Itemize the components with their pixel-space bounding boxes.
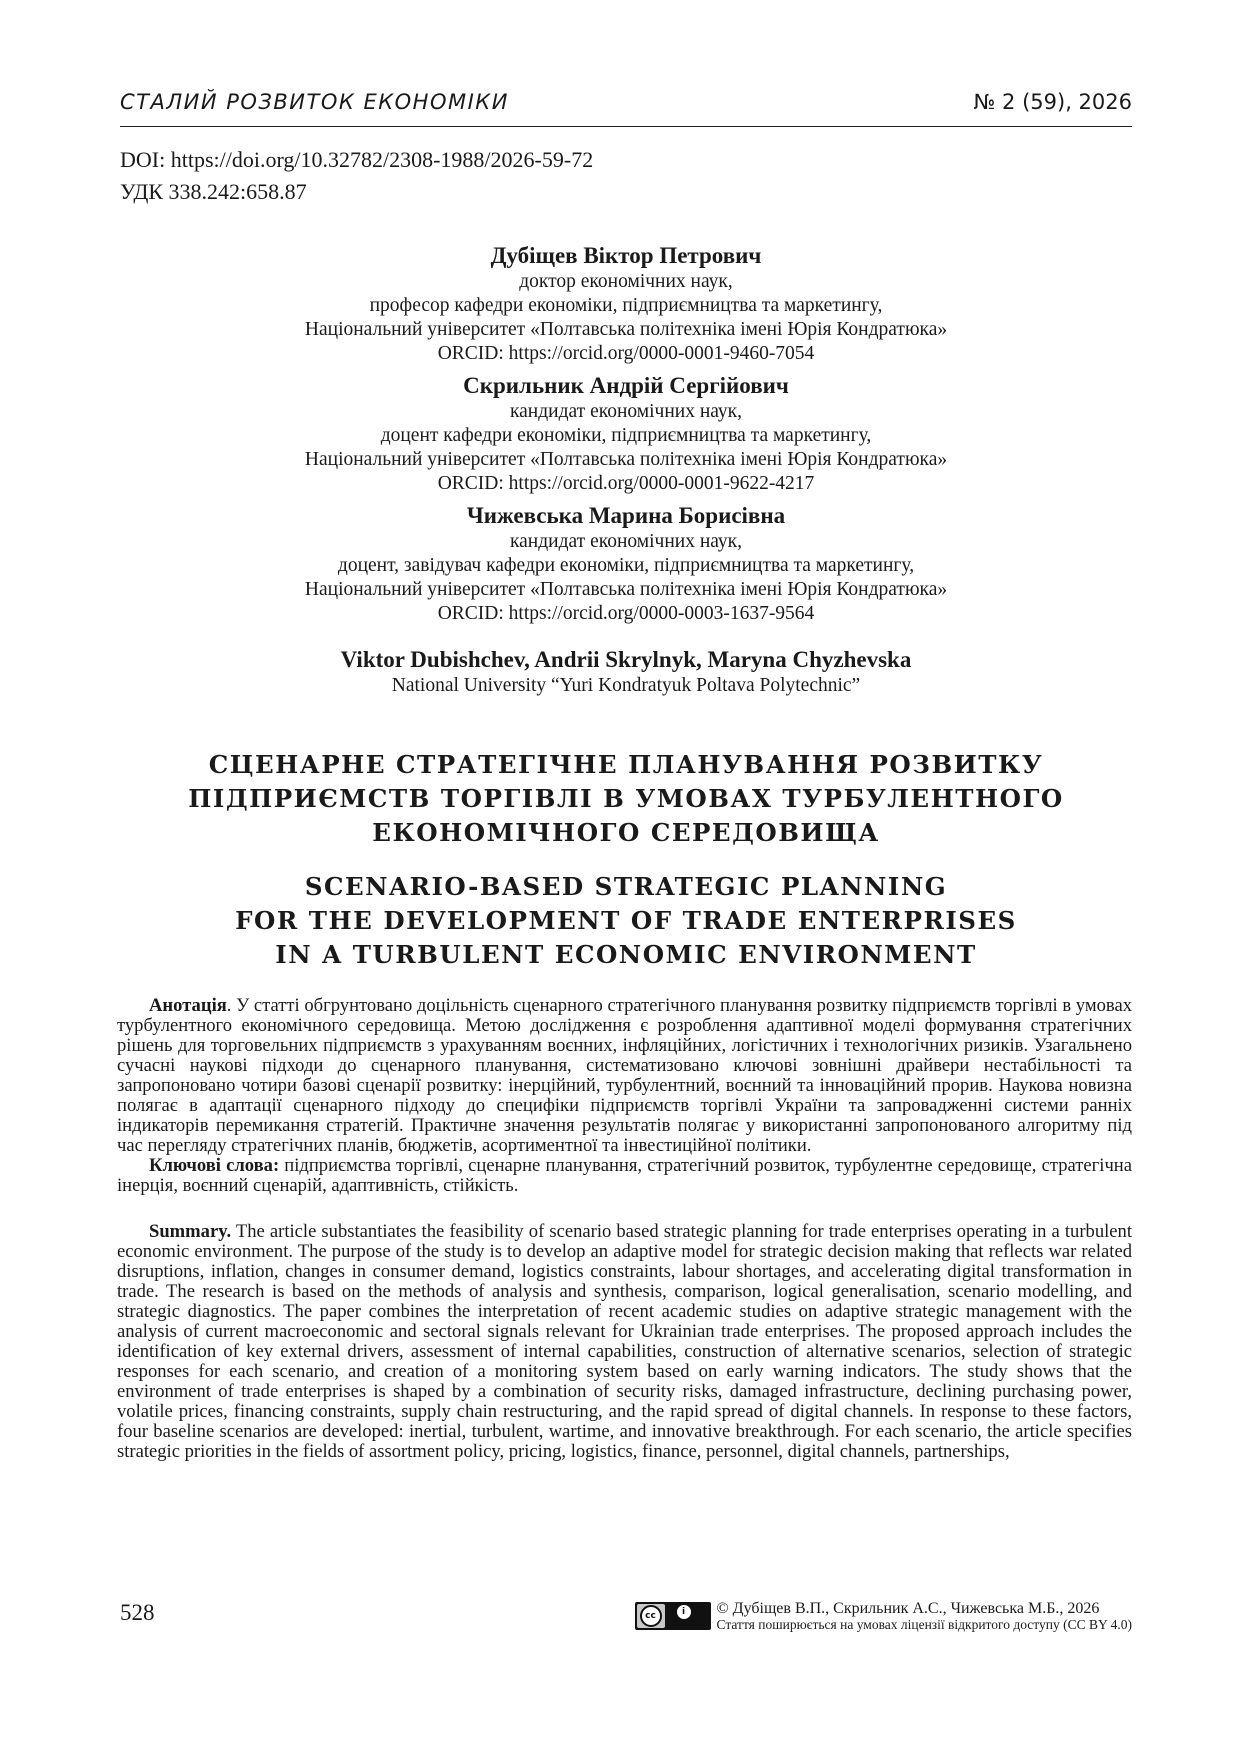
author-3 bbox=[120, 502, 1132, 626]
doi-link[interactable]: DOI: https://doi.org/10.32782/2308-1988/2026-59-72 bbox=[120, 147, 594, 172]
author-position: професор кафедри економіки, підприємництва та маркетингу, bbox=[369, 295, 883, 316]
title-line: СЦЕНАРНЕ СТРАТЕГІЧНЕ ПЛАНУВАННЯ РОЗВИТКУ bbox=[208, 750, 1044, 779]
summary-paragraph bbox=[117, 1222, 1132, 1462]
by-person-icon: i bbox=[675, 1603, 693, 1621]
cc-icon: cc bbox=[640, 1605, 662, 1627]
author-name: Скрильник Андрій Сергійович bbox=[463, 373, 789, 398]
keywords-label: Ключові слова: bbox=[149, 1155, 280, 1176]
title-ukrainian bbox=[120, 748, 1132, 850]
authors-block bbox=[120, 242, 1132, 698]
summary-text: The article substantiates the feasibility of scenario based strategic planning for trade enterprises operating in a turbulent economic environment. The purpose of the study is to develop an adaptive model for strategic decision making that reflects war related disruptions, inflation, changes in consumer demand, logistics constraints, labour shortages, and accelerating digital transformation in trade. The research is based on the methods of analysis and synthesis, comparison, logical generalisation, scenario modelling, and strategic diagnostics. The paper combines the interpretation of recent academic studies on adaptive strategic management with the analysis of current macroeconomic and sectoral signals relevant for Ukrainian trade enterprises. The proposed approach includes the identification of key external drivers, assessment of internal capabilities, construction of alternative scenarios, selection of strategic responses for each scenario, and creation of a monitoring system based on early warning indicators. The study shows that the environment of trade enterprises is shaped by a combination of security risks, damaged infrastructure, declining purchasing power, volatile prices, financing constraints, supply chain restructuring, and the rapid spread of digital channels. In response to these factors, four baseline scenarios are developed: inertial, turbulent, wartime, and innovative breakthrough. For each scenario, the article specifies strategic priorities in the fields of assortment policy, pricing, logistics, finance, personnel, digital channels, partnerships, bbox=[117, 1221, 1132, 1462]
author-orcid[interactable]: ORCID: https://orcid.org/0000-0001-9460-7054 bbox=[437, 343, 815, 364]
license-text bbox=[717, 1600, 1132, 1633]
author-position: доцент, завідувач кафедри економіки, підприємництва та маркетингу, bbox=[337, 555, 915, 576]
title-line: FOR THE DEVELOPMENT OF TRADE ENTERPRISES bbox=[235, 906, 1017, 935]
title-line: SCENARIO-BASED STRATEGIC PLANNING bbox=[304, 872, 948, 901]
title-line: ЕКОНОМІЧНОГО СЕРЕДОВИЩА bbox=[372, 818, 880, 847]
keywords-text: підприємства торгівлі, сценарне планування, стратегічний розвиток, турбулентне середовище, стратегічна інерція, воєнний сценарій, адаптивність, стійкість. bbox=[117, 1155, 1132, 1196]
udk-code: УДК 338.242:658.87 bbox=[120, 179, 307, 204]
article-meta bbox=[120, 144, 593, 208]
page-number: 528 bbox=[120, 1600, 155, 1625]
english-affiliation: National University “Yuri Kondratyuk Poltava Polytechnic” bbox=[391, 675, 861, 696]
abstract-text: . У статті обгрунтовано доцільність сценарного стратегічного планування розвитку підприємств торгівлі в умовах турбулентного економічного середовища. Метою дослідження є розроблення адаптивної моделі формування стратегічних рішень для торговельних підприємств з урахуванням воєнних, інфляційних, логістичних і технологічних ризиків. Узагальнено сучасні наукові підходи до сценарного планування, систематизовано ключові зовнішні драйвери нестабільності та запропоновано чотири базові сценарії розвитку: інерційний, турбулентний, воєнний та інноваційний прорив. Наукова новизна полягає в адаптації сценарного підходу до специфіки підприємств торгівлі України та запровадженні системи ранніх індикаторів перемикання стратегій. Практичне значення результатів полягає у використанні запропонованого алгоритму під час перегляду стратегічних планів, бюджетів, асортиментної та інвестиційної політики. bbox=[117, 995, 1132, 1156]
author-orcid[interactable]: ORCID: https://orcid.org/0000-0003-1637-9564 bbox=[437, 603, 815, 624]
summary-label: Summary. bbox=[149, 1221, 232, 1242]
article-titles bbox=[120, 748, 1132, 972]
paragraph-gap bbox=[117, 1196, 1132, 1222]
abstract-paragraph bbox=[117, 996, 1132, 1156]
english-author-names: Viktor Dubishchev, Andrii Skrylnyk, Maryna Chyzhevska bbox=[340, 647, 912, 672]
running-header bbox=[120, 86, 1132, 127]
title-line: IN A TURBULENT ECONOMIC ENVIRONMENT bbox=[275, 940, 977, 969]
cc-by-icon[interactable] bbox=[635, 1602, 711, 1630]
author-orcid[interactable]: ORCID: https://orcid.org/0000-0001-9622-4217 bbox=[437, 473, 815, 494]
author-name: Чижевська Марина Борисівна bbox=[466, 503, 786, 528]
title-english bbox=[120, 870, 1132, 972]
english-authors bbox=[120, 646, 1132, 698]
author-affiliation: Національний університет «Полтавська політехніка імені Юрія Кондратюка» bbox=[304, 449, 948, 470]
page-footer bbox=[120, 1600, 1132, 1660]
journal-title: СТАЛИЙ РОЗВИТОК ЕКОНОМІКИ bbox=[120, 90, 509, 114]
author-2 bbox=[120, 372, 1132, 496]
author-name: Дубіщев Віктор Петрович bbox=[490, 243, 762, 268]
license-line[interactable]: Стаття поширюється на умовах ліцензії відкритого доступу (CC BY 4.0) bbox=[716, 1617, 1132, 1632]
author-degree: кандидат економічних наук, bbox=[509, 531, 743, 552]
author-position: доцент кафедри економіки, підприємництва та маркетингу, bbox=[380, 425, 872, 446]
author-affiliation: Національний університет «Полтавська політехніка імені Юрія Кондратюка» bbox=[304, 319, 948, 340]
keywords-paragraph bbox=[117, 1156, 1132, 1196]
license-block bbox=[635, 1600, 1132, 1633]
issue-number: № 2 (59), 2026 bbox=[973, 90, 1132, 114]
author-degree: доктор економічних наук, bbox=[519, 271, 733, 292]
article-body bbox=[117, 996, 1132, 1462]
abstract-label: Анотація bbox=[149, 995, 227, 1016]
title-line: ПІДПРИЄМСТВ ТОРГІВЛІ В УМОВАХ ТУРБУЛЕНТНОГО bbox=[188, 784, 1064, 813]
author-1 bbox=[120, 242, 1132, 366]
author-degree: кандидат економічних наук, bbox=[509, 401, 743, 422]
author-affiliation: Національний університет «Полтавська політехніка імені Юрія Кондратюка» bbox=[304, 579, 948, 600]
copyright-line: © Дубіщев В.П., Скрильник А.С., Чижевська М.Б., 2026 bbox=[716, 1600, 1100, 1617]
